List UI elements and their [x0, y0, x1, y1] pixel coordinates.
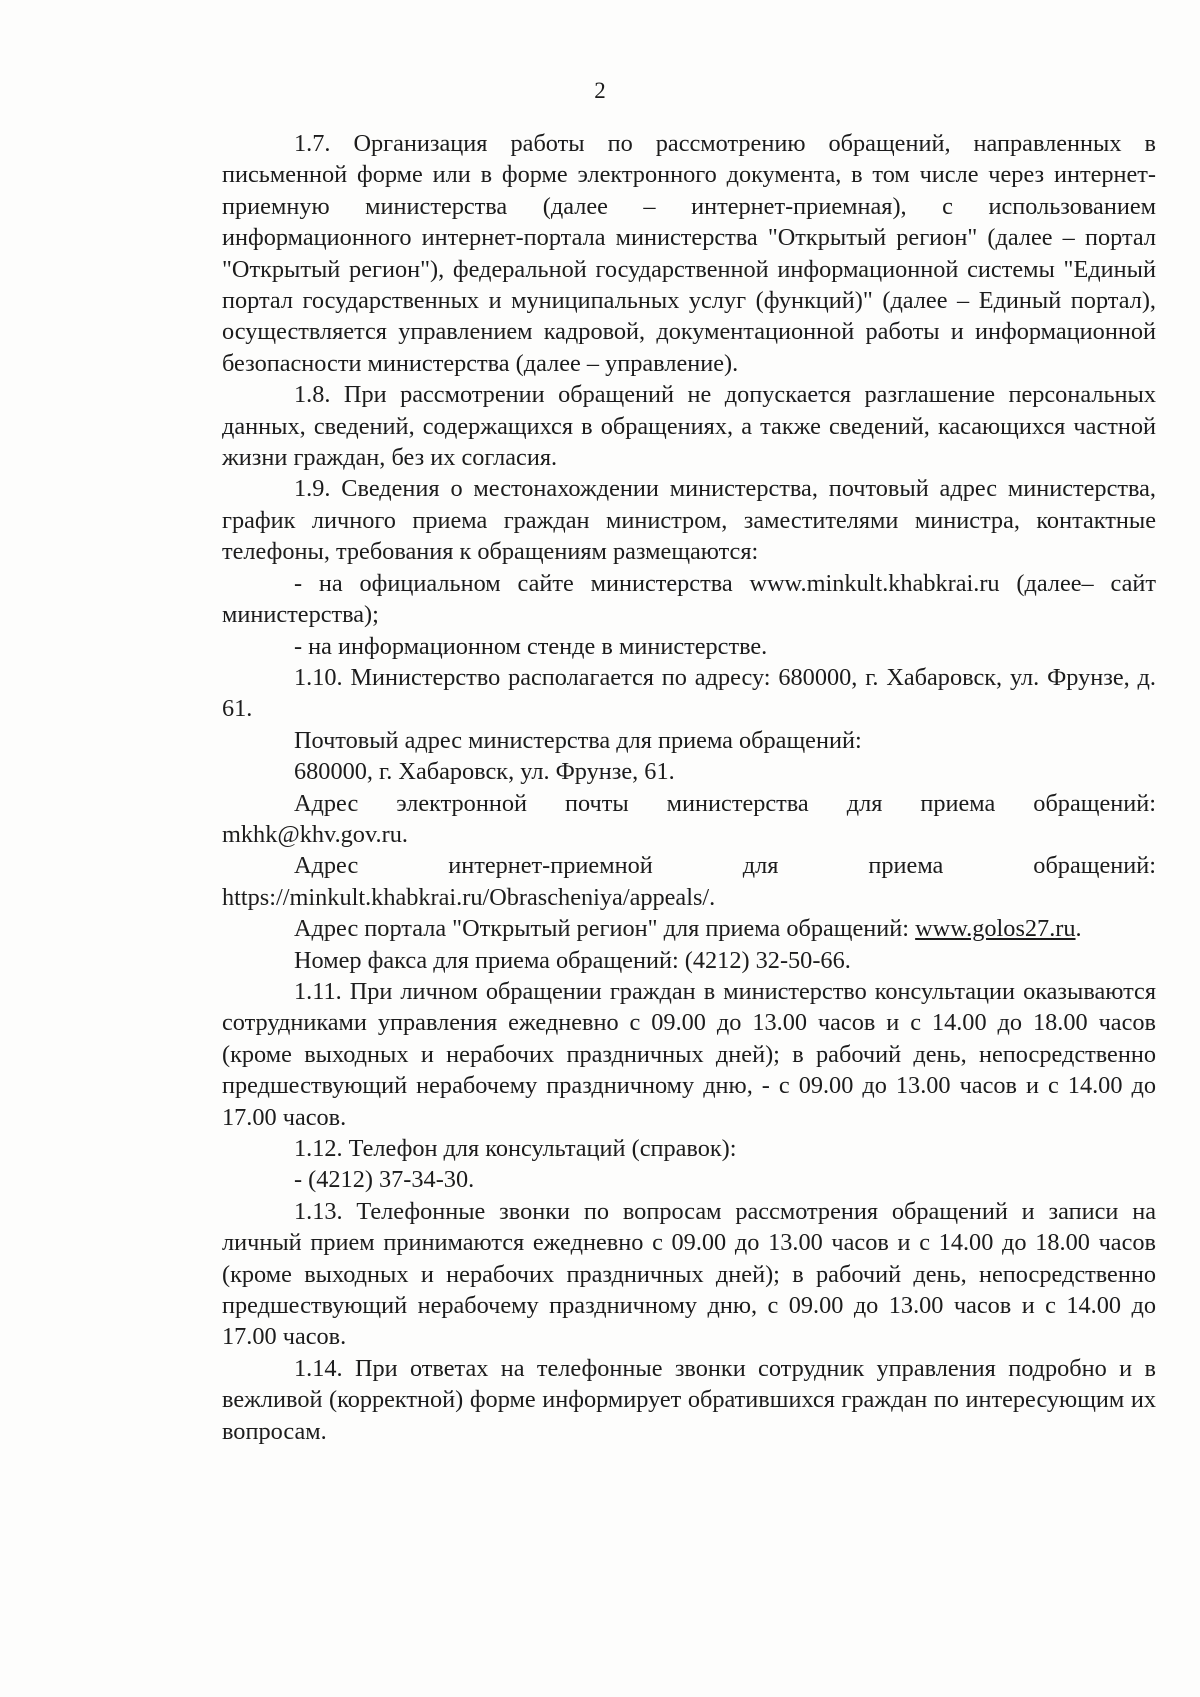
paragraph-1-11: 1.11. При личном обращении граждан в министерство консультации оказываются сотрудниками управления ежедневно с 09.00 до 13.00 часов и с 14.00 до 18.00 часов (кроме выходных и нерабочих праздничных дней); в рабочий день, непосредственно предшествующий нерабочему праздничному дню, - с 09.00 до 13.00 часов и с 14.00 до 17.00 часов.	[222, 977, 1156, 1131]
document-body	[222, 128, 1156, 1447]
open-region-portal-period: .	[1075, 915, 1082, 943]
fax-number: Номер факса для приема обращений: (4212) 32-50-66.	[294, 946, 851, 974]
email-address: Адрес электронной почты министерства для приема обращений: mkhk@khv.gov.ru.	[222, 789, 1156, 848]
postal-address: 680000, г. Хабаровск, ул. Фрунзе, 61.	[294, 758, 675, 786]
internet-reception-address: Адрес интернет-приемной для приема обращений: https://minkult.khabkrai.ru/Obrascheniya/appeals/.	[222, 852, 1156, 911]
paragraph-1-12: 1.12. Телефон для консультаций (справок):	[294, 1135, 737, 1162]
paragraph-1-8: 1.8. При рассмотрении обращений не допускается разглашение персональных данных, сведений, содержащихся в обращениях, а также сведений, касающихся частной жизни граждан, без их согласия.	[222, 381, 1156, 472]
list-item-website: - на официальном сайте министерства www.minkult.khabkrai.ru (далее– сайт министерства);	[222, 569, 1156, 629]
paragraph-1-13: 1.13. Телефонные звонки по вопросам рассмотрения обращений и записи на личный прием принимаются ежедневно с 09.00 до 13.00 часов и с 14.00 до 18.00 часов (кроме выходных и нерабочих праздничных дней); в рабочий день, непосредственно предшествующий нерабочему праздничному дню, с 09.00 до 13.00 часов и с 14.00 до 17.00 часов.	[222, 1197, 1156, 1351]
paragraph-1-14: 1.14. При ответах на телефонные звонки сотрудник управления подробно и в вежливой (корректной) форме информирует обратившихся граждан по интересующим их вопросам.	[222, 1354, 1156, 1445]
list-item-info-stand: - на информационном стенде в министерстве.	[294, 632, 768, 660]
postal-address-label: Почтовый адрес министерства для приема обращений:	[294, 726, 862, 754]
paragraph-1-7: 1.7. Организация работы по рассмотрению обращений, направленных в письменной форме или в форме электронного документа, в том числе через интернет-приемную министерства (далее – интернет-приемная), с использованием информационного интернет-портала министерства "Открытый регион" (далее – портал "Открытый регион"), федеральной государственной информационной системы "Единый портал государственных и муниципальных услуг (функций)" (далее – Единый портал), осуществляется управлением кадровой, документационной работы и информационной безопасности министерства (далее – управление).	[222, 130, 1156, 377]
paragraph-1-9: 1.9. Сведения о местонахождении министерства, почтовый адрес министерства, график личного приема граждан министром, заместителями министра, контактные телефоны, требования к обращениям размещаются:	[222, 475, 1156, 566]
open-region-portal-link[interactable]: www.golos27.ru	[915, 915, 1076, 943]
open-region-portal-address	[222, 913, 1156, 944]
open-region-portal-label: Адрес портала "Открытый регион" для приема обращений:	[294, 915, 910, 943]
consultation-phone: - (4212) 37-34-30.	[294, 1166, 475, 1194]
paragraph-1-10: 1.10. Министерство располагается по адресу: 680000, г. Хабаровск, ул. Фрунзе, д. 61.	[222, 663, 1156, 723]
page-number: 2	[594, 78, 606, 103]
